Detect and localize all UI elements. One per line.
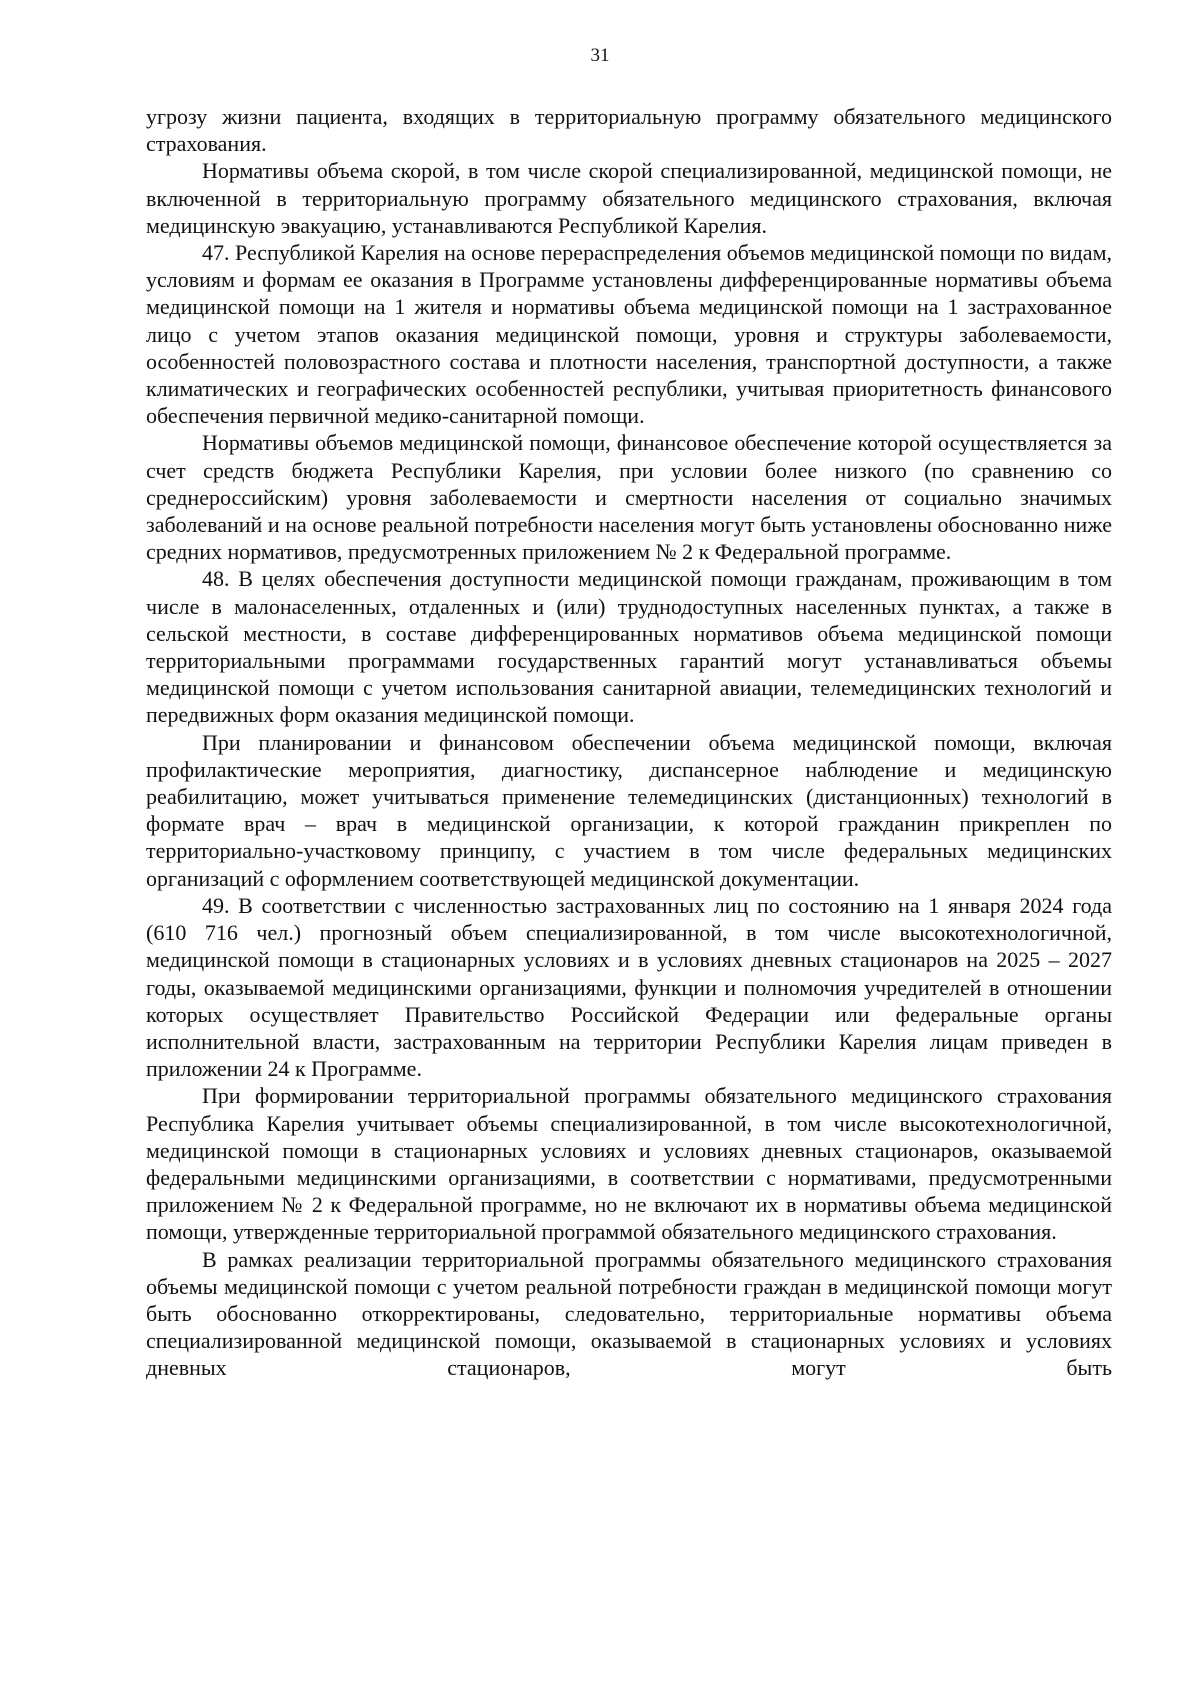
paragraph-continuation: угрозу жизни пациента, входящих в территориальную программу обязательного медицинского страхования. xyxy=(146,104,1112,157)
page-number: 31 xyxy=(590,45,610,66)
paragraph-47: 47. Республикой Карелия на основе перераспределения объемов медицинской помощи по видам, условиям и формам ее оказания в Программе установлены дифференцированные нормативы объема медицинской помощи на 1 жителя и нормативы объема медицинской помощи на 1 застрахованное лицо с учетом этапов оказания медицинской помощи, уровня и структуры заболеваемости, особенностей половозрастного состава и плотности населения, транспортной доступности, а также климатических и географических особенностей республики, учитывая приоритетность финансового обеспечения первичной медико-санитарной помощи. xyxy=(146,240,1112,429)
paragraph-federal-volumes: При формировании территориальной программы обязательного медицинского страхования Республика Карелия учитывает объемы специализированной, в том числе высокотехнологичной, медицинской помощи в стационарных условиях и условиях дневных стационаров, оказываемой федеральными медицинскими организациями, в соответствии с нормативами, предусмотренными приложением № 2 к Федеральной программе, но не включают их в нормативы объема медицинской помощи, утвержденные территориальной программой обязательного медицинского страхования. xyxy=(146,1083,1112,1245)
paragraph-ambulance-norms: Нормативы объема скорой, в том числе скорой специализированной, медицинской помощи, не включенной в территориальную программу обязательного медицинского страхования, включая медицинскую эвакуацию, устанавливаются Республикой Карелия. xyxy=(146,158,1112,238)
paragraph-budget-norms: Нормативы объемов медицинской помощи, финансовое обеспечение которой осуществляется за счет средств бюджета Республики Карелия, при условии более низкого (по сравнению со среднероссийским) уровня заболеваемости и смертности населения от социально значимых заболеваний и на основе реальной потребности населения могут быть установлены обоснованно ниже средних нормативов, предусмотренных приложением № 2 к Федеральной программе. xyxy=(146,430,1112,565)
paragraph-volume-adjustment: В рамках реализации территориальной программы обязательного медицинского страхования объемы медицинской помощи с учетом реальной потребности граждан в медицинской помощи могут быть обоснованно откорректированы, следовательно, территориальные нормативы объема специализированной медицинской помощи, оказываемой в стационарных условиях и условиях дневных стационаров, могут быть xyxy=(146,1246,1112,1381)
document-body xyxy=(146,103,1112,1382)
paragraph-49: 49. В соответствии с численностью застрахованных лиц по состоянию на 1 января 2024 года (610 716 чел.) прогнозный объем специализированной, в том числе высокотехнологичной, медицинской помощи в стационарных условиях и в условиях дневных стационаров на 2025 – 2027 годы, оказываемой медицинскими организациями, функции и полномочия учредителей в отношении которых осуществляет Правительство Российской Федерации или федеральные органы исполнительной власти, застрахованным на территории Республики Карелия лицам приведен в приложении 24 к Программе. xyxy=(146,892,1112,1082)
paragraph-48: 48. В целях обеспечения доступности медицинской помощи гражданам, проживающим в том числе в малонаселенных, отдаленных и (или) труднодоступных населенных пунктах, а также в сельской местности, в составе дифференцированных нормативов объема медицинской помощи территориальными программами государственных гарантий могут устанавливаться объемы медицинской помощи с учетом использования санитарной авиации, телемедицинских технологий и передвижных форм оказания медицинской помощи. xyxy=(146,566,1112,728)
paragraph-telemedicine: При планировании и финансовом обеспечении объема медицинской помощи, включая профилактические мероприятия, диагностику, диспансерное наблюдение и медицинскую реабилитацию, может учитываться применение телемедицинских (дистанционных) технологий в формате врач – врач в медицинской организации, к которой гражданин прикреплен по территориально-участковому принципу, с участием в том числе федеральных медицинских организаций с оформлением соответствующей медицинской документации. xyxy=(146,729,1112,891)
